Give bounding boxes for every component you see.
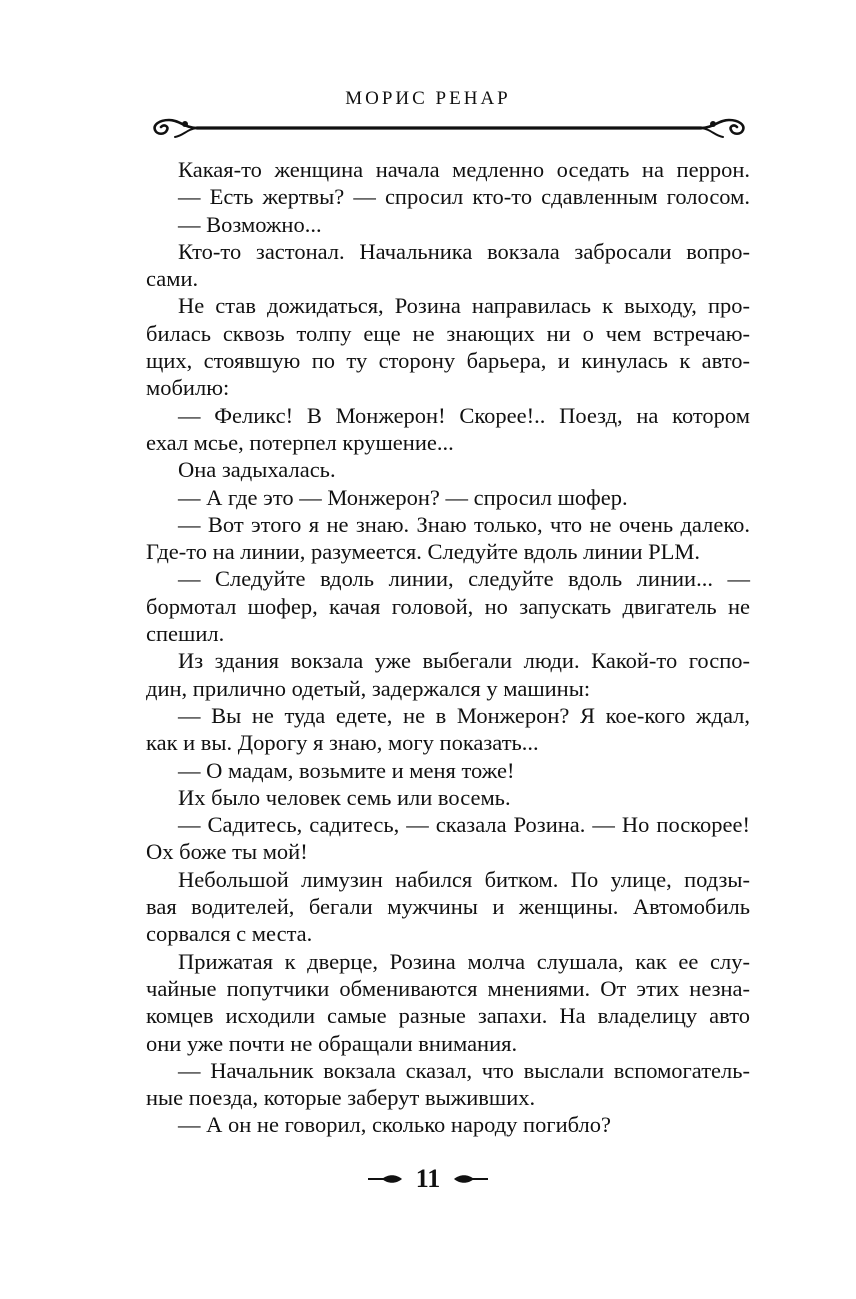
text-line: — Феликс! В Монжерон! Скорее!.. Поезд, на котором xyxy=(178,402,750,428)
text-line: Прижатая к дверце, Розина молча слушала, как ее слу- xyxy=(178,948,750,974)
text-line: Какая-то женщина начала медленно оседать на перрон. xyxy=(178,157,750,182)
text-line: — Вы не туда едете, не в Монжерон? Я кое-кого ждал, xyxy=(178,702,750,728)
text-line: Их было человек семь или восемь. xyxy=(178,784,511,810)
text-line: — О мадам, возьмите и меня тоже! xyxy=(178,757,515,783)
text-line: Ох боже ты мой! xyxy=(146,839,308,865)
text-line: ехал мсье, потерпел крушение... xyxy=(146,429,454,455)
ornamental-rule xyxy=(145,112,753,144)
page-footer xyxy=(0,1162,856,1196)
text-line: как и вы. Дорогу я знаю, могу показать... xyxy=(146,730,539,756)
text-line: — Возможно... xyxy=(178,211,322,237)
text-line: чайные попутчики обмениваются мнениями. От этих незна- xyxy=(146,975,750,1001)
text-line: — Есть жертвы? — спросил кто-то сдавленным голосом. xyxy=(178,184,750,210)
text-line: комцев исходили самые разные запахи. На владелицу авто xyxy=(146,1003,750,1029)
text-line: — А где это — Монжерон? — спросил шофер. xyxy=(178,484,628,510)
text-line: бормотал шофер, качая головой, но запускать двигатель не xyxy=(146,593,750,619)
text-line: мобилю: xyxy=(146,375,230,401)
text-line: билась сквозь толпу еще не знающих ни о чем встречаю- xyxy=(146,320,750,346)
text-line: Кто-то застонал. Начальника вокзала забросали вопро- xyxy=(178,238,750,264)
text-line: — Вот этого я не знаю. Знаю только, что не очень далеко. xyxy=(178,511,750,537)
text-line: Из здания вокзала уже выбегали люди. Какой-то госпо- xyxy=(178,648,750,674)
text-line: щих, стоявшую по ту сторону барьера, и кинулась к авто- xyxy=(146,348,750,374)
text-line: — Начальник вокзала сказал, что выслали вспомогатель- xyxy=(178,1057,750,1083)
text-line: Небольшой лимузин набился битком. По улице, подзы- xyxy=(178,866,750,892)
text-line: — А он не говорил, сколько народу погибло? xyxy=(178,1112,611,1138)
text-line: Где-то на линии, разумеется. Следуйте вдоль линии PLM. xyxy=(146,539,701,565)
text-line: они уже почти не обращали внимания. xyxy=(146,1030,518,1056)
text-line: — Садитесь, садитесь, — сказала Розина. — Но поскорее! xyxy=(178,812,750,838)
text-line: ные поезда, которые заберут выживших. xyxy=(146,1085,536,1111)
text-line: сорвался с места. xyxy=(146,921,313,947)
running-head-author: МОРИС РЕНАР xyxy=(345,88,511,109)
text-line: Не став дожидаться, Розина направилась к выходу, про- xyxy=(178,293,750,319)
page-number: 11 xyxy=(415,1164,441,1193)
text-line: — Следуйте вдоль линии, следуйте вдоль линии... — xyxy=(178,566,750,592)
left-ornament-icon xyxy=(368,1173,402,1185)
right-ornament-icon xyxy=(454,1173,488,1185)
text-line: сами. xyxy=(146,266,199,292)
body-text xyxy=(146,156,750,1139)
text-line: спешил. xyxy=(146,621,225,647)
text-line: дин, прилично одетый, задержался у машины: xyxy=(146,675,591,701)
text-line: вая водителей, бегали мужчины и женщины. Автомобиль xyxy=(146,894,750,920)
text-line: Она задыхалась. xyxy=(178,457,336,483)
